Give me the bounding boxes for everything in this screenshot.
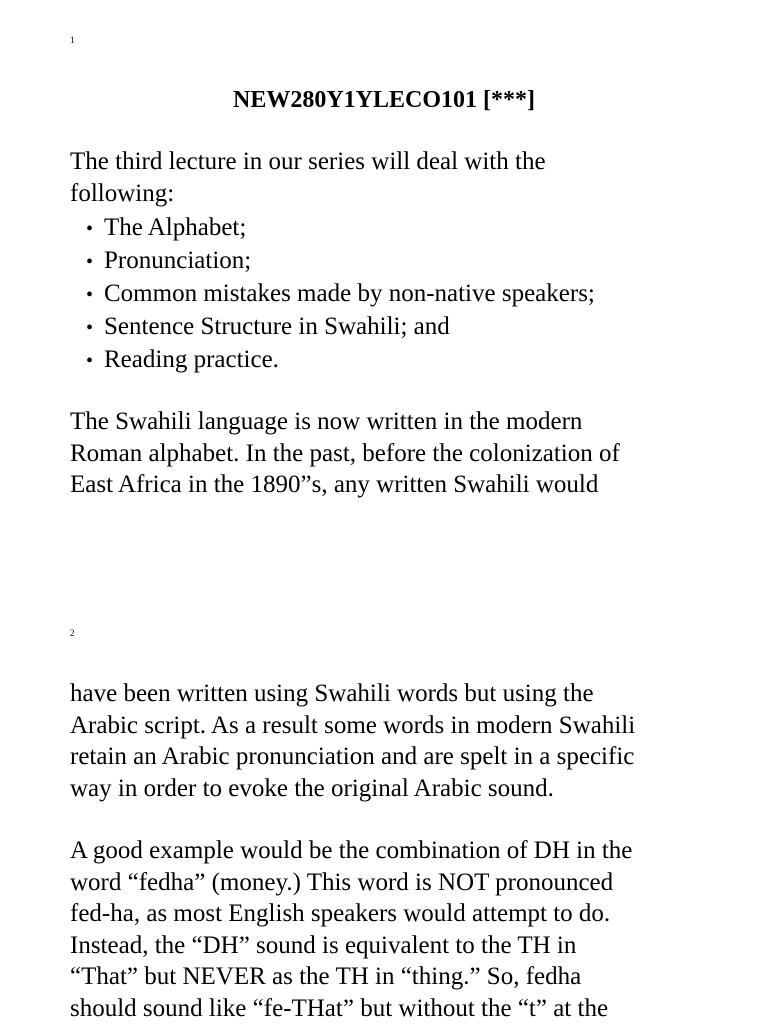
text-line: fed-ha, as most English speakers would attempt to do.: [70, 900, 611, 927]
list-item-text: The Alphabet;: [104, 214, 247, 241]
page-number: 2: [70, 628, 75, 638]
text-line: Arabic script. As a result some words in modern Swahili: [70, 711, 636, 739]
bullet-icon: •: [86, 284, 94, 306]
text-line: should sound like “fe-THat” but without the “t” at the: [70, 994, 609, 1022]
list-item-text: Pronunciation;: [104, 247, 252, 274]
text-line: word “fedha” (money.) This word is NOT pronounced: [70, 868, 614, 896]
bullet-icon: •: [86, 350, 94, 372]
body-paragraph: [70, 678, 730, 804]
document-title: NEW280Y1YLECO101 [***]: [232, 87, 535, 113]
text-line: The Swahili language is now written in the modern: [70, 408, 583, 435]
text-line: Instead, the “DH” sound is equivalent to the TH in: [70, 931, 577, 959]
topic-list: [86, 211, 595, 376]
page-number: 1: [70, 35, 75, 45]
list-item-text: Reading practice.: [104, 346, 279, 373]
bullet-icon: •: [86, 251, 94, 273]
list-item: [86, 343, 595, 376]
intro-paragraph: [70, 146, 730, 209]
text-line: way in order to evoke the original Arabic sound.: [70, 774, 554, 802]
list-item-text: Common mistakes made by non-native speakers;: [104, 280, 595, 307]
list-item-text: Sentence Structure in Swahili; and: [104, 313, 450, 340]
bullet-icon: •: [86, 218, 94, 240]
text-line: A good example would be the combination of DH in the: [70, 837, 633, 864]
list-item: [86, 244, 595, 277]
list-item: [86, 277, 595, 310]
bullet-icon: •: [86, 317, 94, 339]
text-line: “That” but NEVER as the TH in “thing.” So, fedha: [70, 963, 582, 990]
list-item: [86, 310, 595, 343]
list-item: [86, 211, 595, 244]
text-line: retain an Arabic pronunciation and are spelt in a specific: [70, 743, 635, 770]
text-line: following:: [70, 179, 175, 207]
body-paragraph: [70, 835, 730, 1024]
body-paragraph: [70, 406, 730, 501]
text-line: have been written using Swahili words but using the: [70, 680, 594, 707]
text-line: East Africa in the 1890”s, any written Swahili would: [70, 471, 599, 498]
text-line: The third lecture in our series will deal with the: [70, 148, 546, 175]
text-line: Roman alphabet. In the past, before the colonization of: [70, 439, 620, 467]
